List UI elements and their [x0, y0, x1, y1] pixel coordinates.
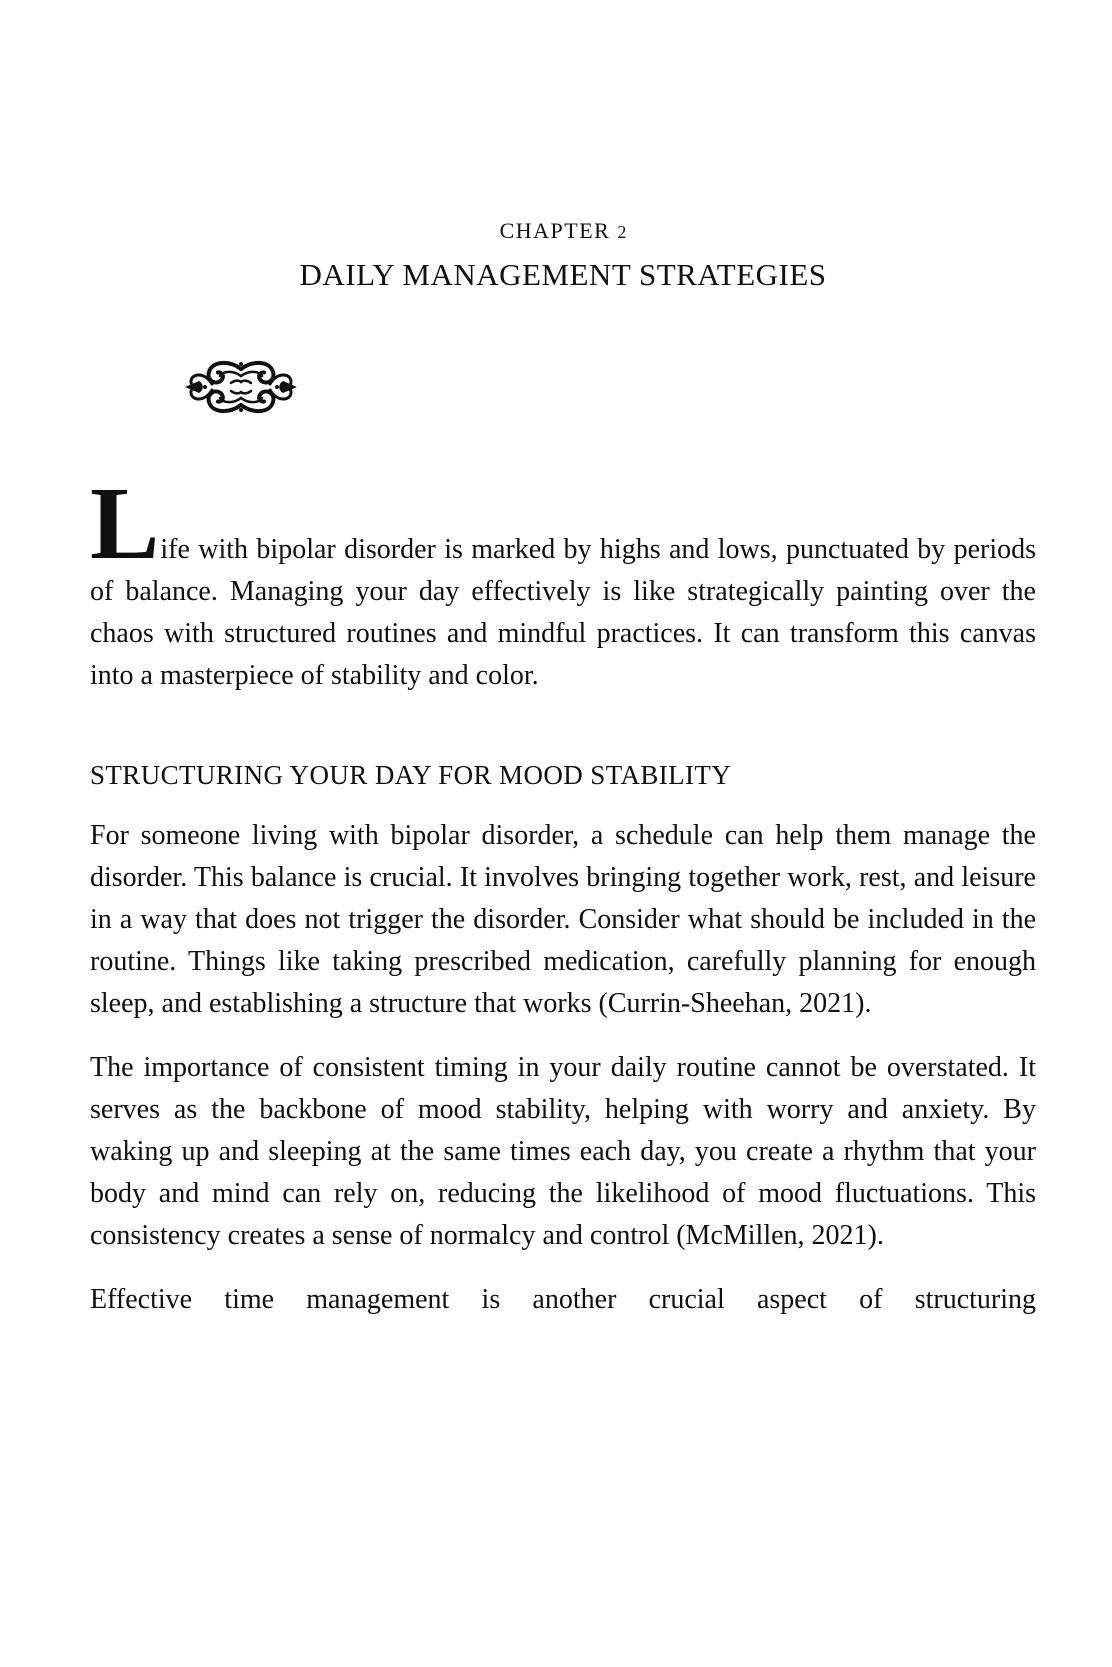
flourish-ornament-icon: [183, 358, 299, 416]
intro-paragraph: [90, 466, 1036, 697]
drop-cap: L: [90, 466, 161, 582]
chapter-word: CHAPTER: [499, 218, 611, 243]
chapter-title: DAILY MANAGEMENT STRATEGIES: [299, 257, 827, 292]
body-paragraph: For someone living with bipolar disorder, a schedule can help them manage the disorder. This balance is crucial. It involves bringing together work, rest, and leisure in a way that does not trigger the disorder. Consider what should be included in the routine. Things like taking prescribed medication, carefully planning for enough sleep, and establishing a structure that works (Currin-Sheehan, 2021).: [90, 820, 1036, 1020]
chapter-number: 2: [617, 222, 627, 242]
body-paragraph: The importance of consistent timing in your daily routine cannot be overstated. It serves as the backbone of mood stability, helping with worry and anxiety. By waking up and sleeping at the same times each day, you create a rhythm that your body and mind can rely on, reducing the likelihood of mood fluctuations. This consistency creates a sense of normalcy and control (McMillen, 2021).: [90, 1052, 1036, 1252]
intro-paragraph-text: ife with bipolar disorder is marked by highs and lows, punctuated by periods of balance. Managing your day effectively is like strategically painting over the chaos with structured routines and mindful practices. It can transform this canvas into a masterpiece of stability and color.: [90, 534, 1036, 692]
section-heading: STRUCTURING YOUR DAY FOR MOOD STABILITY: [90, 760, 732, 791]
chapter-label: [90, 220, 1036, 242]
partial-paragraph: Effective time management is another crucial aspect of structuring: [90, 1284, 1036, 1316]
